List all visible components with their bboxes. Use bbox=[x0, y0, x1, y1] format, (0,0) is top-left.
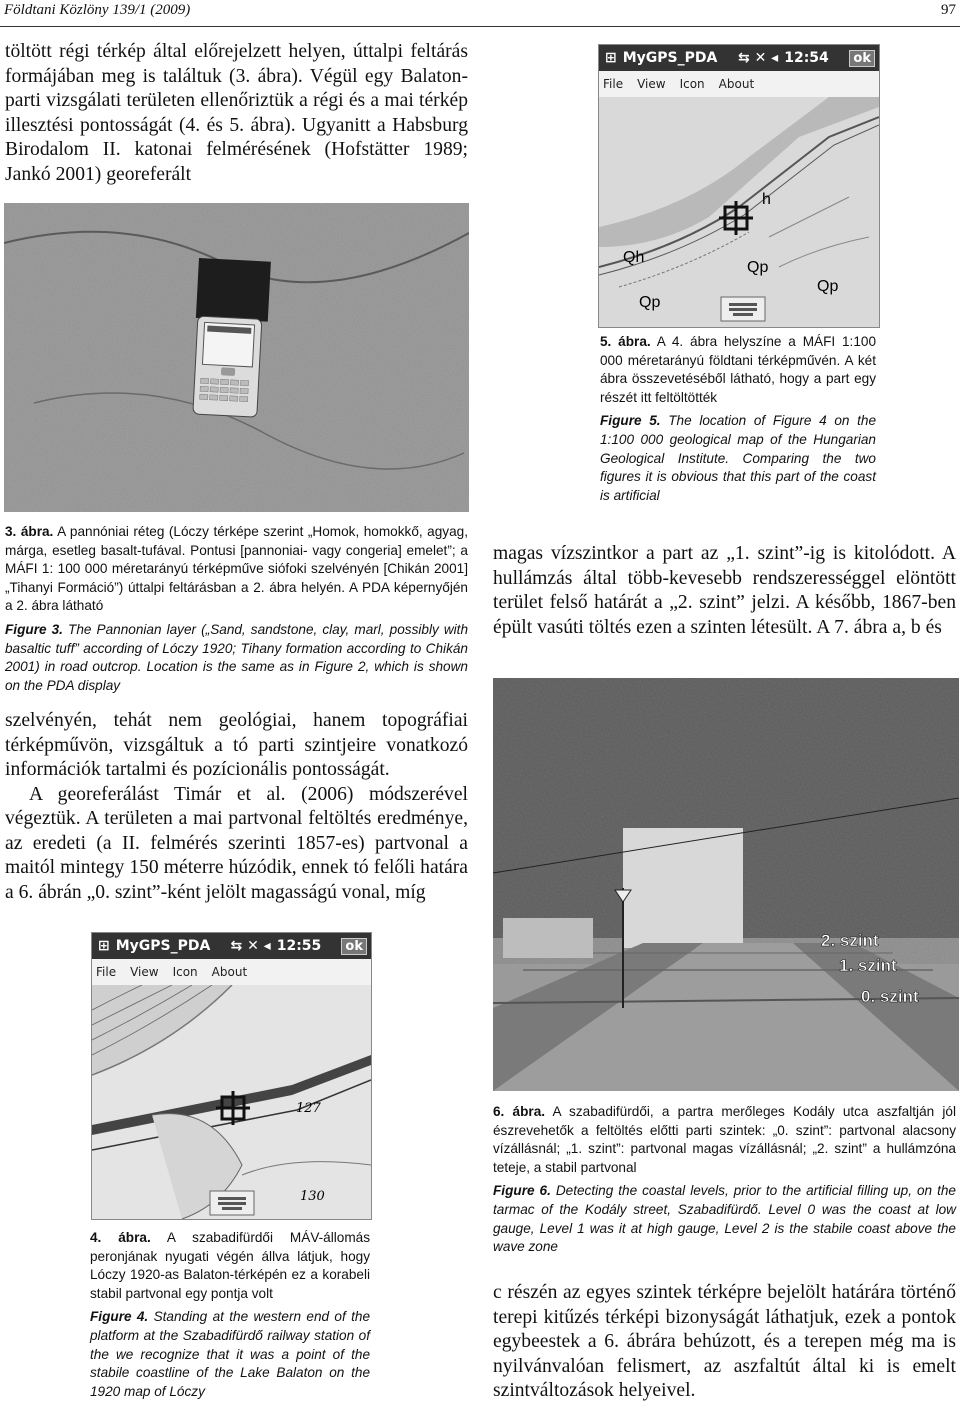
pda1-time: 12:54 bbox=[784, 50, 829, 66]
map-label-qp2: Qp bbox=[639, 294, 661, 311]
fig4-en-label: Figure 4. bbox=[90, 1309, 149, 1325]
pda2-map bbox=[92, 985, 371, 1219]
fig4-label: 4. ábra. bbox=[90, 1230, 151, 1245]
keyboard-icon bbox=[729, 303, 757, 316]
map-label-127: 127 bbox=[296, 1101, 321, 1116]
fig5-hu: A 4. ábra helyszíne a MÁFI 1:100 000 méretarányú földtani térképművén. A két ábra összevetéséből látható, hogy a part egy részét itt feltöltötték bbox=[600, 334, 877, 405]
windows-icon: ⊞ bbox=[605, 50, 617, 66]
fig6-en-label: Figure 6. bbox=[493, 1183, 551, 1199]
figure-6-photo bbox=[493, 678, 959, 1091]
pda1-titlebar bbox=[599, 45, 879, 71]
pda2-menu-about[interactable]: About bbox=[211, 965, 248, 979]
figure-5-pda-screen bbox=[598, 44, 880, 328]
pda1-app-title: MyGPS_PDA bbox=[622, 50, 718, 66]
pda2-app-title: MyGPS_PDA bbox=[115, 938, 211, 954]
header-rule bbox=[0, 26, 960, 27]
pda2-titlebar bbox=[92, 933, 371, 959]
figure-4-pda-screen bbox=[91, 932, 372, 1220]
pda1-menu-about[interactable]: About bbox=[718, 77, 755, 91]
figure-3-photo bbox=[4, 203, 469, 512]
windows-icon-2: ⊞ bbox=[98, 938, 110, 954]
map-label-qp1: Qp bbox=[747, 259, 769, 276]
body-paragraph-right-mid: magas vízszintkor a part az „1. szint”-ig is kitolódott. A hullámzás által több-kevesebb rendszerességgel elöntött terület felső határát a „2. szint” jelzi. A később, 1867-ben épült vasúti töltés ezen a szinten létesült. A 7. ábra a, b és bbox=[493, 543, 956, 638]
gps-crosshair-icon bbox=[719, 201, 753, 235]
fig3-label: 3. ábra. bbox=[5, 524, 54, 539]
figure-3-caption bbox=[5, 523, 468, 695]
level-2-label: 2. szint bbox=[821, 931, 879, 950]
pda1-ok-button[interactable]: ok bbox=[849, 50, 875, 67]
body-paragraph-right-bottom: c részén az egyes szintek térképre bejelölt határára történő terepi kitűzés térképi bizonyságát láthatjuk, ezek a pontok egybeestek a 6. ábrára behúzott, és a terepen még ma is nyilvánvalóan felismert, az aszfaltút által ki is emelt szintváltozások helyeivel. bbox=[493, 1282, 956, 1401]
body-paragraph-left-mid-1: szelvényén, tehát nem geológiai, hanem topográfiai térképművön, vizsgáltuk a tó parti szintjeire vonatkozó információk tartalmi és pozícionális pontosságát. bbox=[5, 710, 468, 780]
fig3-hu: A pannóniai réteg (Lóczy térképe szerint „Homok, homokkő, agyag, márga, esetleg basalt-tufával. Pontusi [pannoniai- vagy congeria] emelet”; a MÁFI 1: 100 000 méretarányú térképműve siófoki szelvényén [Chikán 2001] „Tihanyi Formáció”) úttalpi feltárásban a 2. ábra helyén. A PDA képernyőjén a 2. ábra látható bbox=[5, 524, 468, 614]
signal-icon: ⇆ ✕ ◂ bbox=[737, 50, 779, 66]
pda1-menu-icon[interactable]: Icon bbox=[679, 77, 705, 91]
map-label-qp3: Qp bbox=[817, 278, 839, 295]
pda1-menu-file[interactable]: File bbox=[603, 77, 624, 91]
pda2-menubar bbox=[92, 959, 371, 985]
fig5-en-label: Figure 5. bbox=[600, 413, 661, 429]
gps-crosshair-icon-2 bbox=[216, 1091, 250, 1125]
fig3-en: The Pannonian layer („Sand, sandstone, clay, marl, possibly with basaltic tuff” according of Lóczy 1920; Tihany formation according to Chikán 2001) in road outcrop. Location is the same as in Figure 2, which is shown on the PDA display bbox=[5, 621, 469, 693]
journal-header: Földtani Közlöny 139/1 (2009) bbox=[4, 2, 191, 18]
fig5-en: The location of Figure 4 on the 1:100 000 geological map of the Hungarian Geological Institute. Comparing the two figures it is obvious that this part of the coast is artificial bbox=[600, 413, 877, 503]
map-label-qh: Qh bbox=[623, 249, 645, 266]
fig6-hu: A szabadifürdői, a partra merőleges Kodály utca aszfaltján jól észrevehetők a feltöltés előtti parti szintek: „0. szint”: partvonal alacsony vízállásnál; „1. szint”: partvonal magas vízállásnál; „2. szint” a hullámzóna teteje, a stabil partvonal bbox=[493, 1104, 956, 1175]
level-0-label: 0. szint bbox=[861, 987, 919, 1006]
pda1-map bbox=[599, 97, 879, 327]
body-paragraph-left-mid-2: A georeferálást Timár et al. (2006) módszerével végeztük. A területen a mai partvonal feltöltés eredménye, az eredeti (a II. felmérés szerinti 1857-es) partvonal a maitól mintegy 150 méterre húzódik, ennek tó felőli határa a 6. ábrán „0. szint”-ként jelölt magasságú vonal, míg bbox=[5, 783, 468, 903]
body-paragraph-left-mid bbox=[5, 709, 468, 905]
figure-4-caption bbox=[90, 1229, 370, 1401]
keyboard-icon-2 bbox=[218, 1197, 246, 1210]
pda2-menu-icon[interactable]: Icon bbox=[172, 965, 198, 979]
map-label-h: h bbox=[762, 191, 771, 208]
pda1-menubar bbox=[599, 71, 879, 97]
fig3-en-label: Figure 3. bbox=[5, 621, 63, 637]
fig5-label: 5. ábra. bbox=[600, 334, 651, 349]
body-paragraph-top: töltött régi térkép által előrejelzett helyen, úttalpi feltárás formájában meg is találtuk (3. ábra). Végül egy Balaton-parti vizsgálati területen ellenőriztük a régi és a mai térkép illesztési pontosságát (4. és 5. ábra). Ugyanitt a Habsburg Birodalom II. katonai felmérésének (Hofstätter 1989; Jankó 2001) georeferált bbox=[5, 41, 468, 185]
fig4-en: Standing at the western end of the platform at the Szabadifürdő railway station of the we recognize that it was a point of the stabile coastline of the Lake Balaton on the 1920 map of Lóczy bbox=[90, 1309, 370, 1399]
fig4-hu: A szabadifürdői MÁV-állomás peronjának nyugati végén állva látjuk, hogy Lóczy 1920-as Balaton-térképén ez a korabeli stabil partvonal egy pontja volt bbox=[90, 1230, 370, 1301]
figure-6-caption bbox=[493, 1103, 956, 1257]
pda2-menu-file[interactable]: File bbox=[96, 965, 117, 979]
map-label-130: 130 bbox=[300, 1189, 325, 1204]
fig6-en: Detecting the coastal levels, prior to the artificial filling up, on the tarmac of the Kodály street, Szabadifürdő. Level 0 was the coast at low gauge, Level 1 was it at high gauge, Level 2 is the stabile coast above the wave zone bbox=[493, 1183, 956, 1255]
signal-icon-2: ⇆ ✕ ◂ bbox=[230, 938, 271, 954]
figure-5-caption bbox=[600, 333, 876, 505]
pda2-time: 12:55 bbox=[276, 938, 322, 954]
pda2-menu-view[interactable]: View bbox=[130, 965, 159, 979]
pda2-ok-button[interactable]: ok bbox=[341, 938, 367, 955]
fig6-label: 6. ábra. bbox=[493, 1104, 546, 1119]
page-number: 97 bbox=[941, 2, 956, 18]
level-1-label: 1. szint bbox=[839, 956, 897, 975]
pda1-menu-view[interactable]: View bbox=[637, 77, 666, 91]
